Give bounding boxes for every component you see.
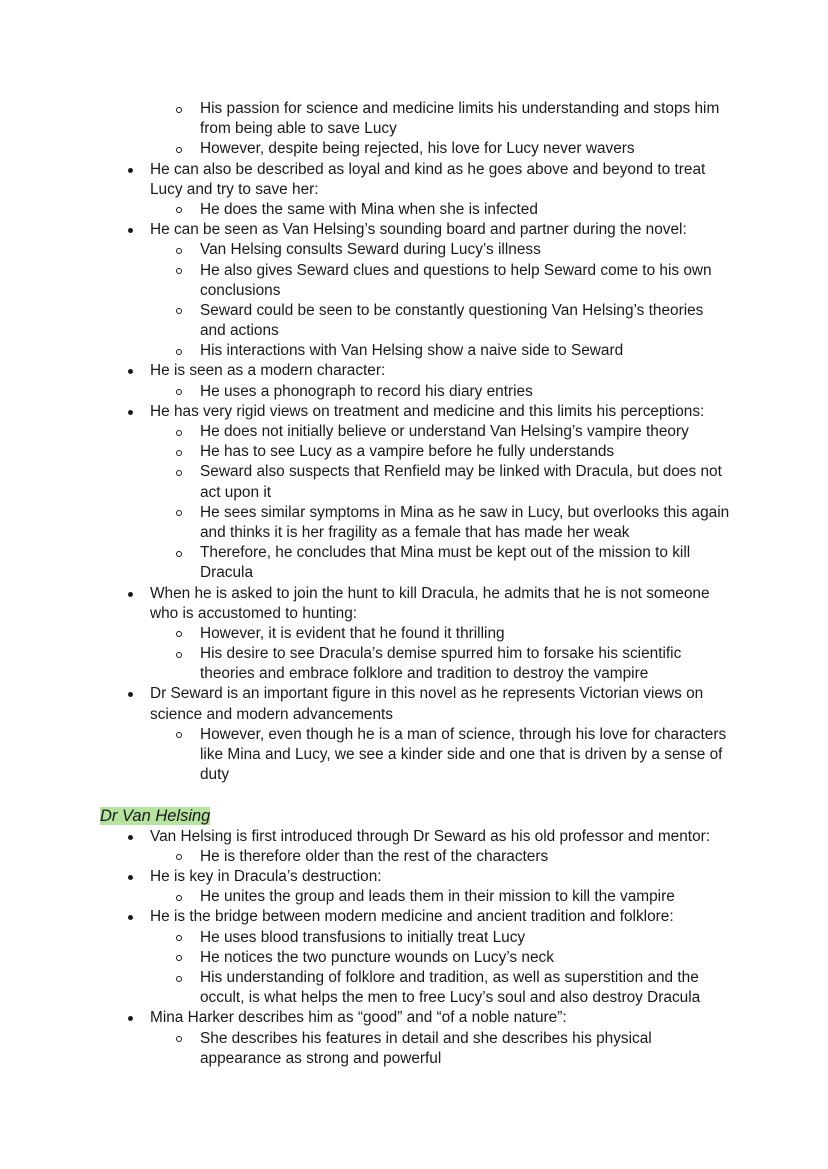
sub-bullet-item: He does not initially believe or understand Van Helsing’s vampire theory bbox=[0, 422, 730, 442]
bullet-item: He has very rigid views on treatment and medicine and this limits his perceptions: bbox=[0, 402, 730, 422]
sub-bullet-item: He notices the two puncture wounds on Lucy’s neck bbox=[0, 948, 730, 968]
highlighted-heading-text: Dr Van Helsing bbox=[100, 806, 211, 825]
sub-bullet-item: Seward also suspects that Renfield may be linked with Dracula, but does not act upon it bbox=[0, 462, 730, 502]
bullet-item: He is seen as a modern character: bbox=[0, 361, 730, 381]
sub-bullet-item: However, it is evident that he found it thrilling bbox=[0, 624, 730, 644]
bullet-item: He is key in Dracula’s destruction: bbox=[0, 867, 730, 887]
bullet-item: He can be seen as Van Helsing’s sounding board and partner during the novel: bbox=[0, 220, 730, 240]
sub-bullet-item: Van Helsing consults Seward during Lucy’s illness bbox=[0, 240, 730, 260]
bullet-item: He can also be described as loyal and kind as he goes above and beyond to treat Lucy and try to save her: bbox=[0, 160, 730, 200]
document-body bbox=[0, 99, 828, 1069]
sub-bullet-item: He does the same with Mina when she is infected bbox=[0, 200, 730, 220]
sub-bullet-item: He is therefore older than the rest of the characters bbox=[0, 847, 730, 867]
sub-bullet-item: She describes his features in detail and she describes his physical appearance as strong and powerful bbox=[0, 1029, 730, 1069]
bullet-item: Van Helsing is first introduced through Dr Seward as his old professor and mentor: bbox=[0, 827, 730, 847]
sub-bullet-item: However, despite being rejected, his love for Lucy never wavers bbox=[0, 139, 730, 159]
sub-bullet-item: He sees similar symptoms in Mina as he saw in Lucy, but overlooks this again and thinks it is her fragility as a female that has made her weak bbox=[0, 503, 730, 543]
bullet-item: Dr Seward is an important figure in this novel as he represents Victorian views on science and modern advancements bbox=[0, 684, 730, 724]
bullet-item: When he is asked to join the hunt to kill Dracula, he admits that he is not someone who is accustomed to hunting: bbox=[0, 584, 730, 624]
sub-bullet-item: He unites the group and leads them in their mission to kill the vampire bbox=[0, 887, 730, 907]
section-heading bbox=[0, 806, 828, 827]
sub-bullet-item: His desire to see Dracula’s demise spurred him to forsake his scientific theories and embrace folklore and tradition to destroy the vampire bbox=[0, 644, 730, 684]
sub-bullet-item: Seward could be seen to be constantly questioning Van Helsing’s theories and actions bbox=[0, 301, 730, 341]
sub-bullet-item: However, even though he is a man of science, through his love for characters like Mina and Lucy, we see a kinder side and one that is driven by a sense of duty bbox=[0, 725, 730, 786]
sub-bullet-item: He also gives Seward clues and questions to help Seward come to his own conclusions bbox=[0, 261, 730, 301]
bullet-item: He is the bridge between modern medicine and ancient tradition and folklore: bbox=[0, 907, 730, 927]
sub-bullet-item: He has to see Lucy as a vampire before he fully understands bbox=[0, 442, 730, 462]
sub-bullet-item: His passion for science and medicine limits his understanding and stops him from being able to save Lucy bbox=[0, 99, 730, 139]
sub-bullet-item: Therefore, he concludes that Mina must be kept out of the mission to kill Dracula bbox=[0, 543, 730, 583]
sub-bullet-item: He uses blood transfusions to initially treat Lucy bbox=[0, 928, 730, 948]
sub-bullet-item: He uses a phonograph to record his diary entries bbox=[0, 382, 730, 402]
sub-bullet-item: His understanding of folklore and tradition, as well as superstition and the occult, is what helps the men to free Lucy’s soul and also destroy Dracula bbox=[0, 968, 730, 1008]
bullet-item: Mina Harker describes him as “good” and “of a noble nature”: bbox=[0, 1008, 730, 1028]
sub-bullet-item: His interactions with Van Helsing show a naive side to Seward bbox=[0, 341, 730, 361]
